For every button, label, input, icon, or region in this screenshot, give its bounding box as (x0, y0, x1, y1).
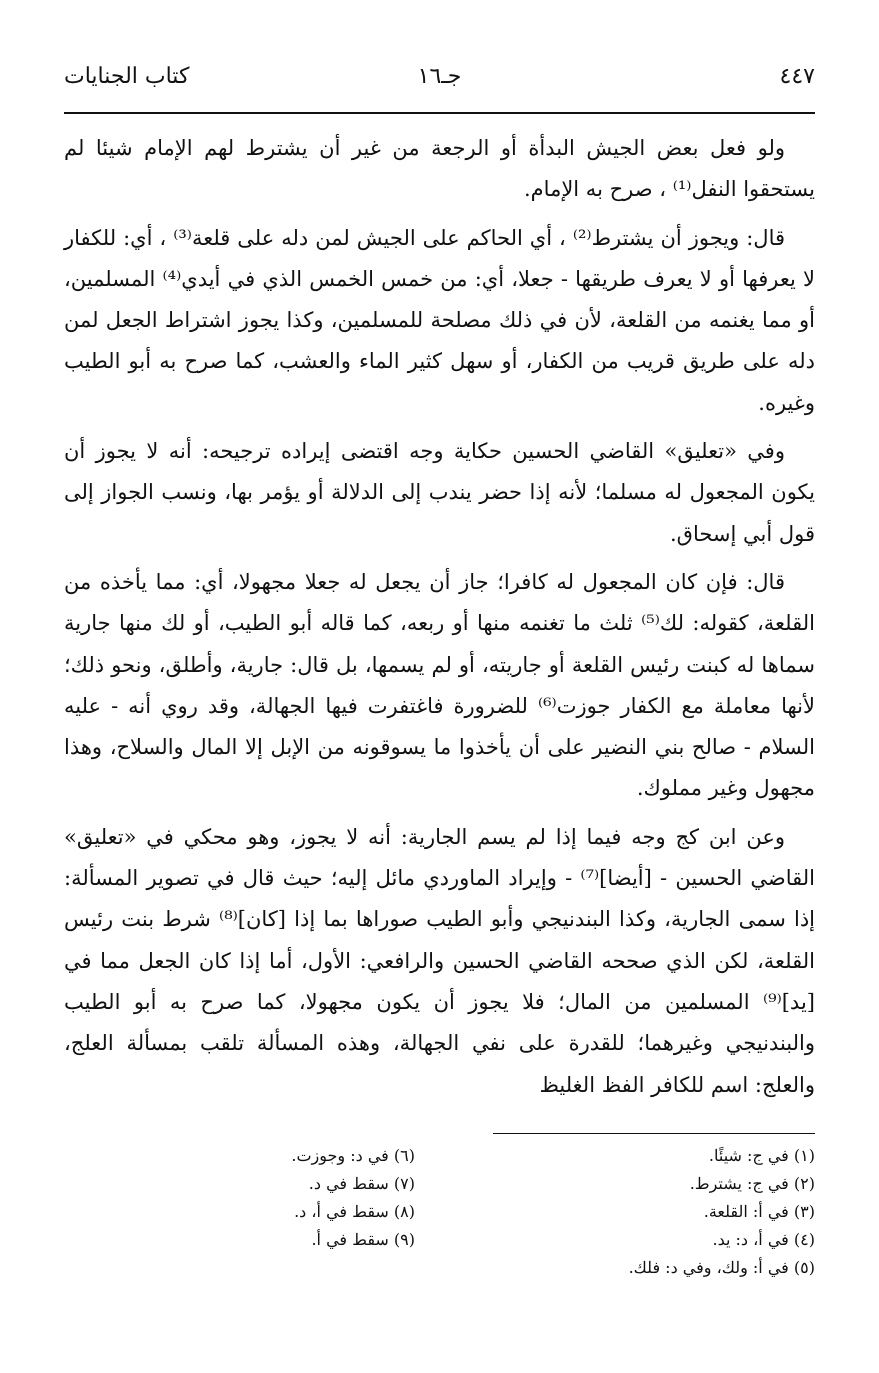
footnote-4: (٤) في أ، د: يد. (712, 1230, 815, 1249)
paragraph: قال: فإن كان المجعول له كافرا؛ جاز أن يجعل له جعلا مجهولا، أي: مما يأخذه من القلعة، كقوله: لك⁽⁵⁾ ثلث ما تغنمه منها أو ربعه، كما قاله أبو الطيب، أو لك منها جارية سماها له كبنت رئيس القلعة أو جاريته، أو لم يسمها، بل قال: جارية، وأطلق، ونحو ذلك؛ لأنها معاملة مع الكفار جوزت⁽⁶⁾ للضرورة فاغتفرت فيها الجهالة، وقد روي أنه - عليه السلام - صالح بني النضير على أن يأخذوا ما يسوقونه من الإبل إلا المال والسلاح، وهذا مجهول وغير مملوك. (64, 569, 815, 801)
footnotes-column-right (455, 1142, 815, 1282)
book-title: كتاب الجنايات (64, 64, 190, 89)
paragraph: قال: ويجوز أن يشترط⁽²⁾ ، أي الحاكم على الجيش لمن دله على قلعة⁽³⁾ ، أي: للكفار لا يعرفها أو لا يعرف طريقها - جعلا، أي: من خمس الخمس الذي في أيدي⁽⁴⁾ المسلمين، أو مما يغنمه من القلعة، لأن في ذلك مصلحة للمسلمين، وكذا يجوز اشتراط الجعل لمن دله على طريق قريب من الكفار، أو سهل كثير الماء والعشب، كما صرح به أبو الطيب وغيره. (64, 225, 815, 415)
main-text (64, 128, 815, 1106)
footnote-3: (٣) في أ: القلعة. (703, 1202, 815, 1221)
page-number: ٤٤٧ (779, 64, 815, 89)
footnotes-column-left (55, 1142, 415, 1254)
footnote-divider (493, 1133, 815, 1134)
header-divider (64, 112, 815, 114)
page-header (64, 64, 815, 98)
footnote-8: (٨) سقط في أ، د. (294, 1202, 415, 1221)
footnote-7: (٧) سقط في د. (308, 1174, 415, 1193)
volume-label: جـ١٦ (417, 64, 462, 89)
paragraph: وفي «تعليق» القاضي الحسين حكاية وجه اقتضى إيراده ترجيحه: أنه لا يجوز أن يكون المجعول له مسلما؛ لأنه إذا حضر يندب إلى الدلالة أو يؤمر بها، ونسب الجواز إلى قول أبي إسحاق. (64, 439, 815, 546)
footnote-9: (٩) سقط في أ. (311, 1230, 415, 1249)
footnote-1: (١) في ج: شيئًا. (708, 1146, 815, 1165)
paragraph: ولو فعل بعض الجيش البدأة أو الرجعة من غير أن يشترط لهم الإمام شيئا لم يستحقوا النفل⁽¹⁾ ، صرح به الإمام. (64, 136, 815, 202)
footnote-2: (٢) في ج: يشترط. (689, 1174, 815, 1193)
footnote-6: (٦) في د: وجوزت. (291, 1146, 415, 1165)
paragraph: وعن ابن كج وجه فيما إذا لم يسم الجارية: أنه لا يجوز، وهو محكي في «تعليق» القاضي الحسين - [أيضا]⁽⁷⁾ - وإيراد الماوردي مائل إليه؛ حيث قال في تصوير المسألة: إذا سمى الجارية، وكذا البندنيجي وأبو الطيب صوراها بما إذا [كان]⁽⁸⁾ شرط بنت رئيس القلعة، لكن الذي صححه القاضي الحسين والرافعي: الأول، أما إذا كان الجعل مما في [يد]⁽⁹⁾ المسلمين من المال؛ فلا يجوز أن يكون مجهولا، كما صرح به أبو الطيب والبندنيجي وغيرهما؛ للقدرة على نفي الجهالة، وهذه المسألة تلقب بمسألة العلج، والعلج: اسم للكافر الفظ الغليظ (64, 824, 816, 1097)
footnote-5: (٥) في أ: ولك، وفي د: فلك. (628, 1258, 815, 1277)
